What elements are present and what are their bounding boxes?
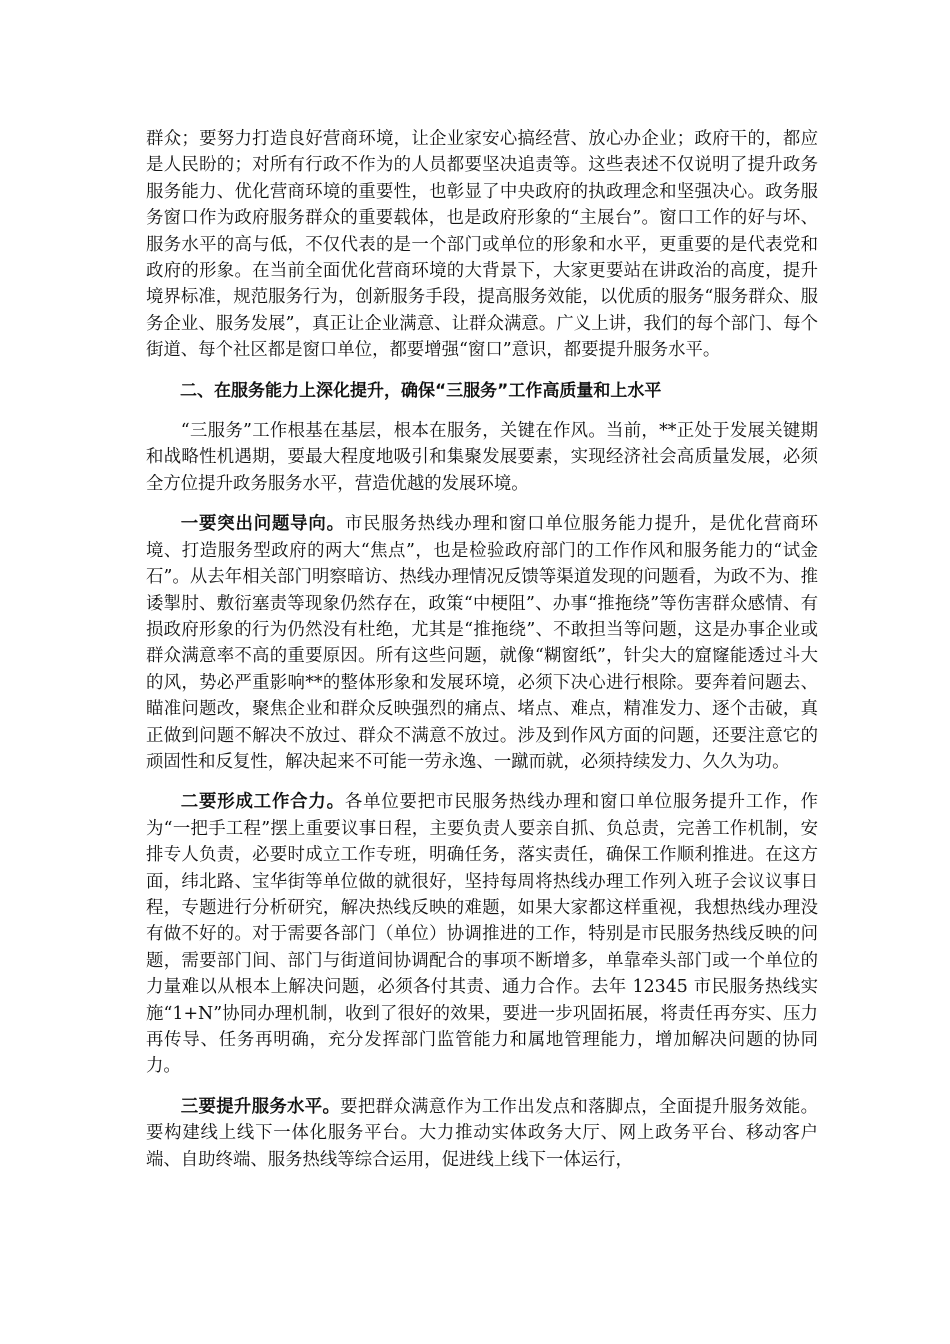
paragraph-service-level (146, 1094, 818, 1173)
paragraph-three-services: “三服务”工作根基在基层，根本在服务，关键在作风。当前，**正处于发展关键期和战略性机遇期，要最大程度地吸引和集聚发展要素，实现经济社会高质量发展，必须全方位提升政务服务水平，营造优越的发展环境。 (146, 421, 818, 494)
paragraph-body: 各单位要把市民服务热线办理和窗口单位服务提升工作，作为“一把手工程”摆上重要议事日程，主要负责人要亲自抓、负总责，完善工作机制，安排专人负责，必要时成立工作专班，明确任务，落实责任，确保工作顺利推进。在这方面，纬北路、宝华街等单位做的就很好，坚持每周将热线办理工作列入班子会议议事日程，专题进行分析研究，解决热线反映的难题，如果大家都这样重视，我想热线办理没有做不好的。对于需要各部门（单位）协调推进的工作，特别是市民服务热线反映的问题，需要部门间、部门与街道间协调配合的事项不断增多，单靠牵头部门或一个单位的力量难以从根本上解决问题，必须各付其责、通力合作。去年 12345 市民服务热线实施“1+N”协同办理机制，收到了很好的效果，要进一步巩固拓展，将责任再夯实、压力再传导、任务再明确，充分发挥部门监管能力和属地管理能力，增加解决问题的协同力。 (146, 792, 818, 1077)
paragraph-intro-continued: 群众；要努力打造良好营商环境，让企业家安心搞经营、放心办企业；政府干的，都应是人民盼的；对所有行政不作为的人员都要坚决追责等。这些表述不仅说明了提升政务服务能力、优化营商环境的重要性，也彰显了中央政府的执政理念和坚强决心。政务服务窗口作为政府服务群众的重要载体，也是政府形象的“主展台”。窗口工作的好与坏、服务水平的高与低，不仅代表的是一个部门或单位的形象和水平，更重要的是代表党和政府的形象。在当前全面优化营商环境的大背景下，大家更要站在讲政治的高度，提升境界标准，规范服务行为，创新服务手段，提高服务效能，以优质的服务“服务群众、服务企业、服务发展”，真正让企业满意、让群众满意。广义上讲，我们的每个部门、每个街道、每个社区都是窗口单位，都要增强“窗口”意识，都要提升服务水平。 (146, 129, 818, 361)
paragraph-problem-orientation (146, 511, 818, 775)
section-heading-2: 二、在服务能力上深化提升，确保“三服务”工作高质量和上水平 (180, 380, 662, 401)
paragraph-lead: 三要提升服务水平。 (180, 1096, 341, 1117)
paragraph-body: 市民服务热线办理和窗口单位服务能力提升，是优化营商环境、打造服务型政府的两大“焦点”，也是检验政府部门的工作作风和服务能力的“试金石”。从去年相关部门明察暗访、热线办理情况反馈等渠道发现的问题看，为政不为、推诿掣肘、敷衍塞责等现象仍然存在，政策“中梗阻”、办事“推拖绕”等伤害群众感情、有损政府形象的行为仍然没有杜绝，尤其是“推拖绕”、不敢担当等问题，这是办事企业或群众满意率不高的重要原因。所有这些问题，就像“糊窗纸”，针尖大的窟窿能透过斗大的风，势必严重影响**的整体形象和发展环境，必须下决心进行根除。要奔着问题去、瞄准问题改，聚焦企业和群众反映强烈的痛点、堵点、难点，精准发力、逐个击破，真正做到问题不解决不放过、群众不满意不放过。涉及到作风方面的问题，还要注意它的顽固性和反复性，解决起来不可能一劳永逸、一蹴而就，必须持续发力、久久为功。 (146, 514, 818, 772)
document-page (146, 126, 818, 1173)
paragraph-lead: 二要形成工作合力。 (180, 792, 345, 813)
paragraph-work-synergy (146, 789, 818, 1079)
paragraph-body: 要把群众满意作为工作出发点和落脚点，全面提升服务效能。要构建线上线下一体化服务平台。大力推动实体政务大厅、网上政务平台、移动客户端、自助终端、服务热线等综合运用，促进线上线下一体运行， (146, 1096, 818, 1170)
paragraph-lead: 一要突出问题导向。 (180, 514, 345, 535)
